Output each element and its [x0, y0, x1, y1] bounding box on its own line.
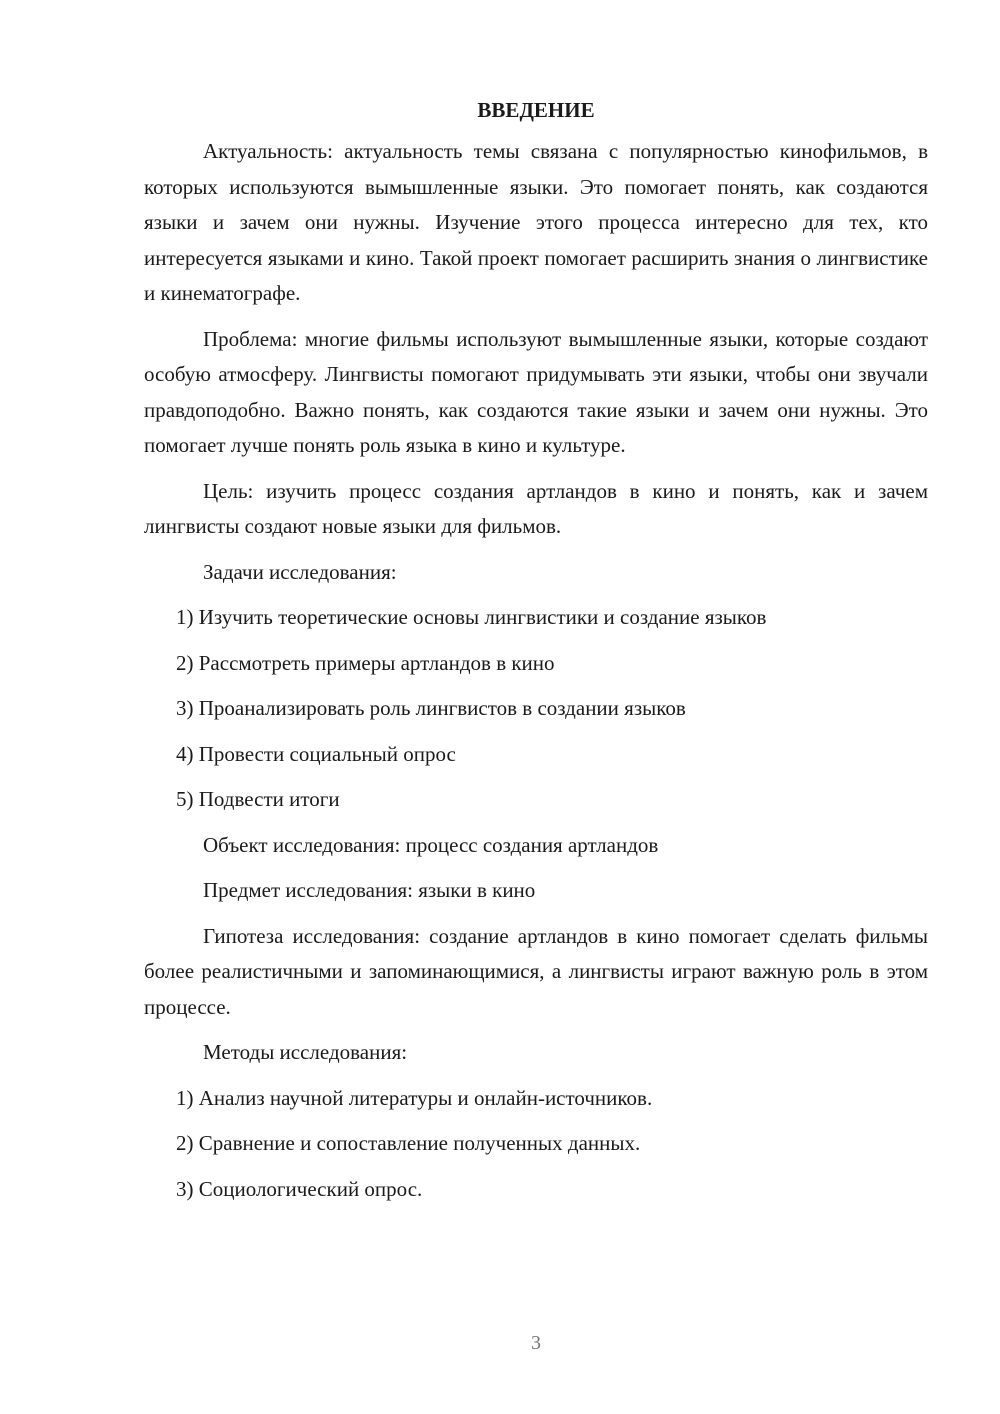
page-number: 3 [531, 1332, 541, 1354]
list-item: 3) Проанализировать роль лингвистов в создании языков [176, 696, 686, 720]
paragraph-problem: Проблема: многие фильмы используют вымышленные языки, которые создают особую атмосферу. Лингвисты помогают придумывать эти языки, чтобы они звучали правдоподобно. Важно понять, как создаются такие языки и зачем они нужны. Это помогает лучше понять роль языка в кино и культуре. [144, 326, 928, 457]
list-item: 5) Подвести итоги [176, 787, 340, 811]
list-item: 4) Провести социальный опрос [176, 741, 456, 766]
tasks-title: Задачи исследования: [203, 559, 397, 584]
methods-list [144, 1081, 928, 1208]
list-item: 2) Рассмотреть примеры артландов в кино [176, 650, 555, 675]
paragraph-subject: Предмет исследования: языки в кино [203, 878, 536, 902]
list-item: 1) Изучить теоретические основы лингвистики и создание языков [176, 605, 767, 629]
tasks-list [144, 600, 928, 818]
list-item: 2) Сравнение и сопоставление полученных данных. [176, 1131, 641, 1155]
list-item: 3) Социологический опрос. [176, 1176, 423, 1201]
methods-title: Методы исследования: [203, 1040, 408, 1064]
paragraph-relevance: Актуальность: актуальность темы связана с популярностью кинофильмов, в которых используются вымышленные языки. Это помогает понять, как создаются языки и зачем они нужны. Изучение этого процесса интересно для тех, кто интересуется языками и кино. Такой проект помогает расширить знания о лингвистике и кинематографе. [144, 139, 928, 305]
document-page [144, 92, 928, 1217]
paragraph-goal: Цель: изучить процесс создания артландов в кино и понять, как и зачем лингвисты создают новые языки для фильмов. [144, 478, 928, 538]
paragraph-object: Объект исследования: процесс создания артландов [203, 832, 659, 857]
page-title: ВВЕДЕНИЕ [477, 98, 595, 122]
list-item: 1) Анализ научной литературы и онлайн-источников. [176, 1085, 653, 1110]
paragraph-hypothesis: Гипотеза исследования: создание артландов в кино помогает сделать фильмы более реалистичными и запоминающимися, а лингвисты играют важную роль в этом процессе. [144, 923, 928, 1019]
